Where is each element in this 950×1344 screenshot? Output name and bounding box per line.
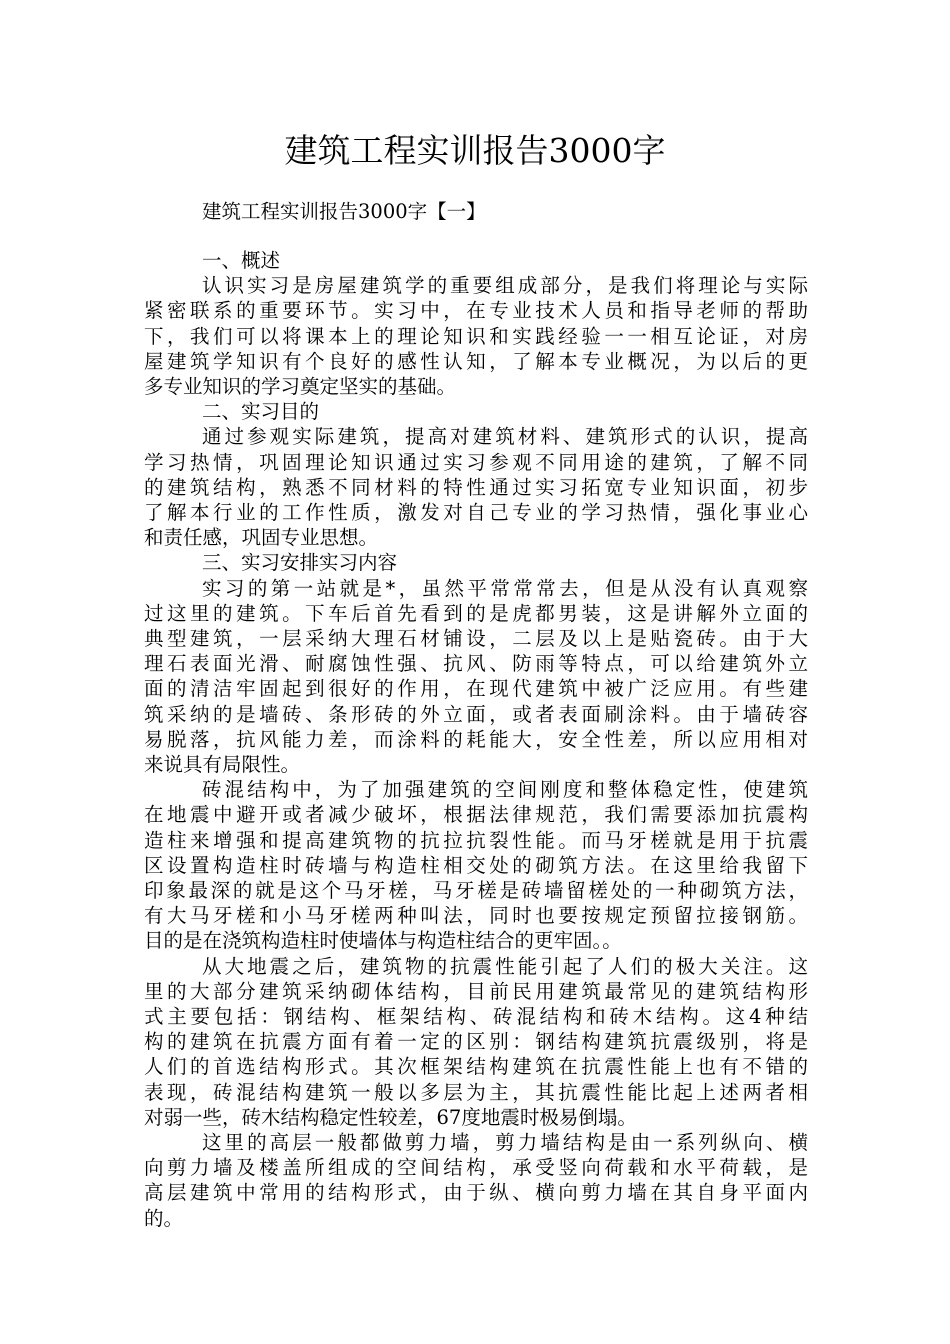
body-text-line: 易脱落，抗风能力差，而涂料的耗能大，安全性差，所以应用相对 <box>144 727 808 751</box>
body-text-line: 认识实习是房屋建筑学的重要组成部分，是我们将理论与实际 <box>202 274 808 298</box>
body-text-line: 这里的高层一般都做剪力墙，剪力墙结构是由一系列纵向、横 <box>202 1131 808 1154</box>
body-text-line: 通过参观实际建筑，提高对建筑材料、建筑形式的认识，提高 <box>202 425 808 449</box>
body-text-line: 向剪力墙及楼盖所组成的空间结构，承受竖向荷载和水平荷载，是 <box>144 1156 808 1180</box>
body-text-line: 从大地震之后，建筑物的抗震性能引起了人们的极大关注。这 <box>202 954 808 978</box>
body-text-line: 在地震中避开或者减少破坏，根据法律规范，我们需要添加抗震构 <box>144 803 808 827</box>
body-text-line: 过这里的建筑。下车后首先看到的是虎都男装，这是讲解外立面的 <box>144 601 808 625</box>
document-subtitle: 建筑工程实训报告3000字【一】 <box>202 200 486 223</box>
body-text-line: 面的清洁牢固起到很好的作用，在现代建筑中被广泛应用。有些建 <box>144 677 808 701</box>
body-text-line: 来说具有局限性。 <box>144 753 301 776</box>
body-text-line: 对弱一些，砖木结构稳定性较差，67度地震时极易倒塌。 <box>144 1105 637 1129</box>
body-text-line: 区设置构造柱时砖墙与构造柱相交处的砌筑方法。在这里给我留下 <box>144 853 808 877</box>
body-text-line: 表现，砖混结构建筑一般以多层为主，其抗震性能比起上述两者相 <box>144 1080 808 1104</box>
body-text-line: 里的大部分建筑采纳砌体结构，目前民用建筑最常见的建筑结构形 <box>144 979 808 1003</box>
body-text-line: 人们的首选结构形式。其次框架结构建筑在抗震性能上也有不错的 <box>144 1055 808 1079</box>
body-text-line: 和责任感，巩固专业思想。 <box>144 526 379 550</box>
body-text-line: 有大马牙槎和小马牙槎两种叫法，同时也要按规定预留拉接钢筋。 <box>144 904 808 928</box>
body-text-line: 式主要包括：钢结构、框架结构、砖混结构和砖木结构。这4种结 <box>144 1005 808 1028</box>
body-text-line: 筑采纳的是墙砖、条形砖的外立面，或者表面刷涂料。由于墙砖容 <box>144 702 808 726</box>
body-text-line: 下，我们可以将课本上的理论知识和实践经验一一相互论证，对房 <box>144 324 808 348</box>
body-text-line: 典型建筑，一层采纳大理石材铺设，二层及以上是贴瓷砖。由于大 <box>144 627 808 650</box>
body-text-line: 的建筑结构，熟悉不同材料的特性通过实习拓宽专业知识面，初步 <box>144 475 808 499</box>
body-text-line: 多专业知识的学习奠定坚实的基础。 <box>144 375 457 398</box>
body-text-line: 了解本行业的工作性质，激发对自己专业的学习热情，强化事业心 <box>144 501 808 524</box>
body-text-line: 屋建筑学知识有个良好的感性认知，了解本专业概况，为以后的更 <box>144 349 808 373</box>
document-title: 建筑工程实训报告3000字 <box>284 131 666 170</box>
body-text-line: 紧密联系的重要环节。实习中，在专业技术人员和指导老师的帮助 <box>144 299 808 323</box>
body-text-line: 的。 <box>144 1206 184 1230</box>
body-text-line: 实习的第一站就是*，虽然平常常常去，但是从没有认真观察 <box>202 576 808 600</box>
body-text-line: 构的建筑在抗震方面有着一定的区别：钢结构建筑抗震级别，将是 <box>144 1030 808 1054</box>
body-text-line: 印象最深的就是这个马牙槎，马牙槎是砖墙留槎处的一种砌筑方法， <box>144 879 808 902</box>
body-text-line: 造柱来增强和提高建筑物的抗拉抗裂性能。而马牙槎就是用于抗震 <box>144 828 808 852</box>
section-heading: 三、实习安排实习内容 <box>202 551 398 575</box>
body-text-line: 目的是在浇筑构造柱时使墙体与构造柱结合的更牢固。。 <box>144 929 622 953</box>
body-text-line: 学习热情，巩固理论知识通过实习参观不同用途的建筑，了解不同 <box>144 450 808 474</box>
body-text-line: 高层建筑中常用的结构形式，由于纵、横向剪力墙在其自身平面内 <box>144 1181 808 1205</box>
section-heading: 一、概述 <box>202 249 281 272</box>
section-heading: 二、实习目的 <box>202 400 320 424</box>
body-text-line: 理石表面光滑、耐腐蚀性强、抗风、防雨等特点，可以给建筑外立 <box>144 652 808 676</box>
body-text-line: 砖混结构中，为了加强建筑的空间刚度和整体稳定性，使建筑 <box>202 778 808 802</box>
